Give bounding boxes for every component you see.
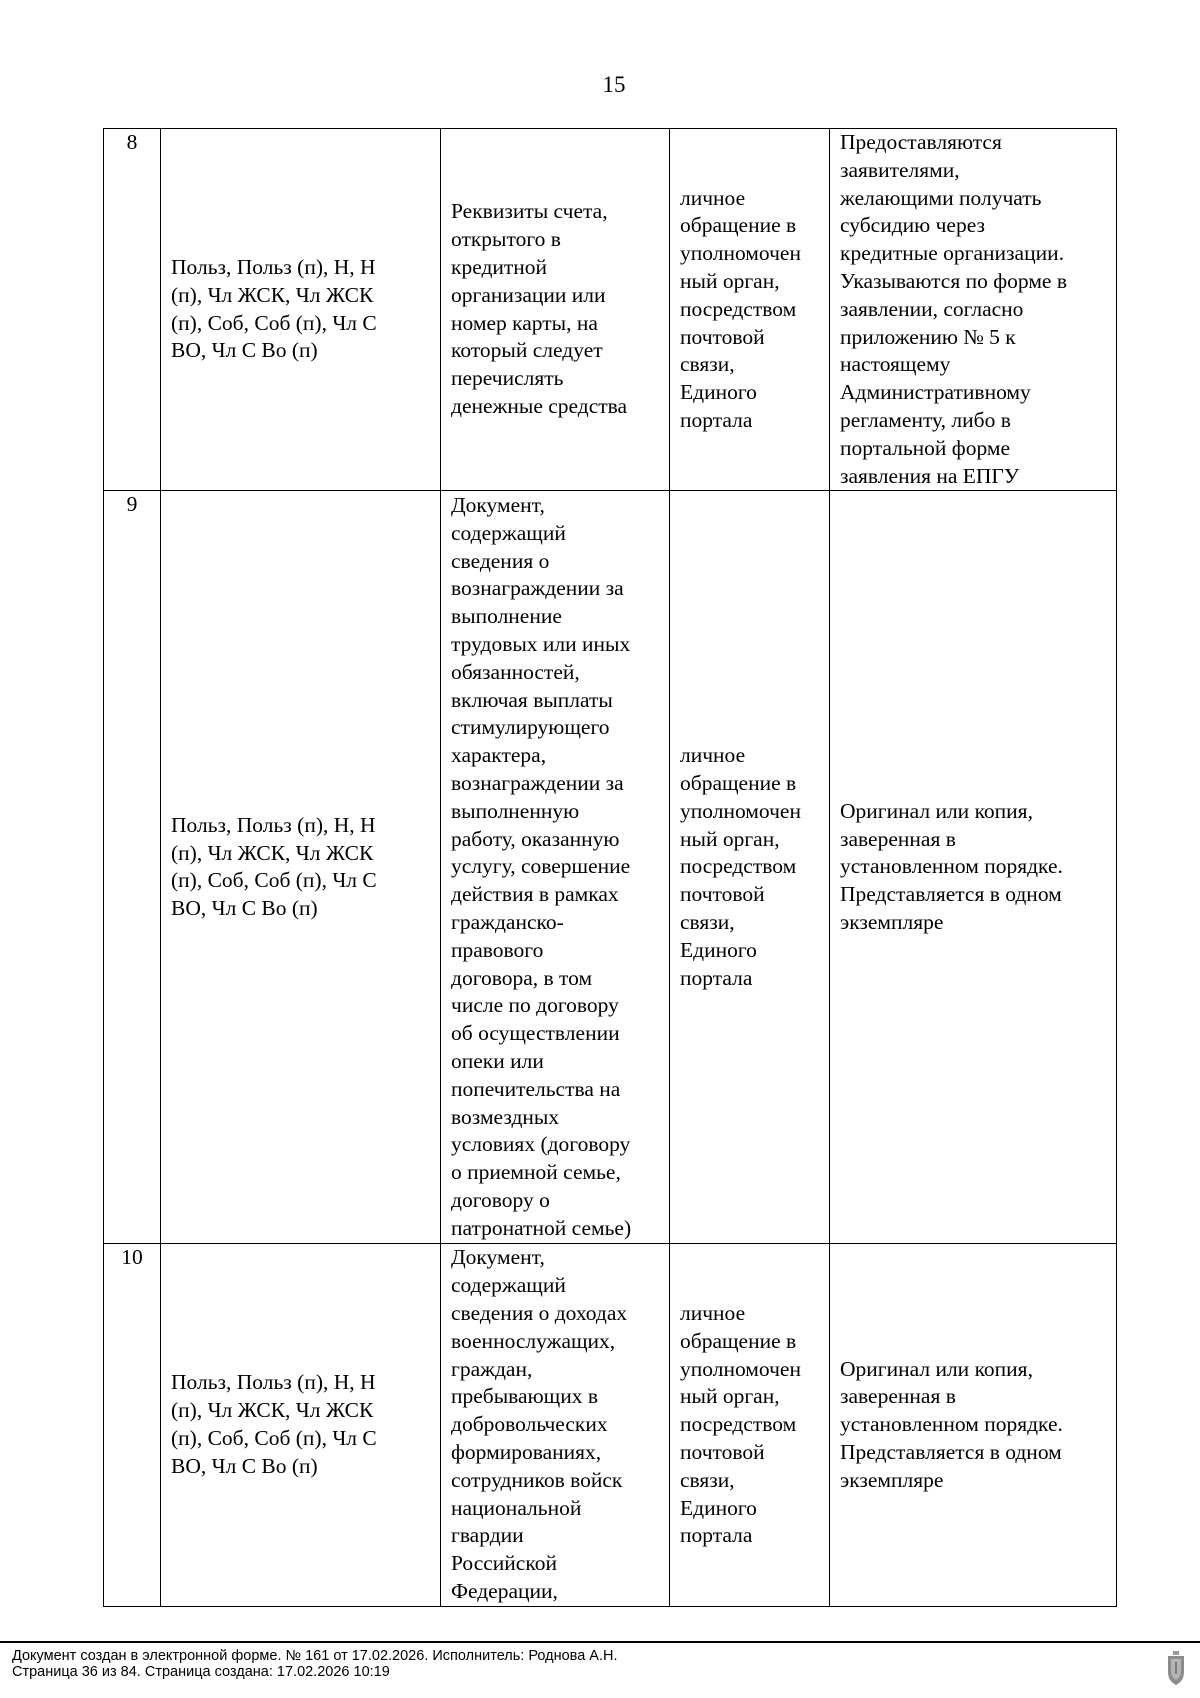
page-number: 15 bbox=[602, 72, 626, 97]
footer-page-info: Страница 36 из 84. Страница создана: 17.02.2026 10:19 bbox=[12, 1664, 390, 1680]
submission-method: личное обращение в уполномочен ный орган, посредством почтовой связи, Единого портала bbox=[670, 491, 830, 1244]
coat-of-arms-icon bbox=[1164, 1650, 1188, 1686]
table-row bbox=[104, 129, 1117, 491]
row-number: 8 bbox=[104, 129, 161, 491]
footer-document-info: Документ создан в электронной форме. № 161 от 17.02.2026. Исполнитель: Роднова А.Н. bbox=[12, 1648, 618, 1664]
footer-divider bbox=[0, 1641, 1200, 1643]
document-name: Реквизиты счета, открытого в кредитной организации или номер карты, на который следует перечислять денежные средства bbox=[441, 129, 670, 491]
document-name: Документ, содержащий сведения о вознаграждении за выполнение трудовых или иных обязанностей, включая выплаты стимулирующего характера, вознаграждении за выполненную работу, оказанную услугу, совершение действия в рамках гражданско- правового договора, в том числе по договору об осуществлении опеки или попечительства на возмездных условиях (договору о приемной семье, договору о патронатной семье) bbox=[441, 491, 670, 1244]
document-note: Оригинал или копия, заверенная в установленном порядке. Представляется в одном экземпляре bbox=[830, 1244, 1117, 1606]
document-name: Документ, содержащий сведения о доходах военнослужащих, граждан, пребывающих в добровольческих формированиях, сотрудников войск национальной гвардии Российской Федерации, bbox=[441, 1244, 670, 1606]
applicant-categories: Польз, Польз (п), Н, Н (п), Чл ЖСК, Чл ЖСК (п), Соб, Соб (п), Чл С ВО, Чл С Во (п) bbox=[161, 491, 441, 1244]
row-number: 9 bbox=[104, 491, 161, 1244]
submission-method: личное обращение в уполномочен ный орган, посредством почтовой связи, Единого портала bbox=[670, 1244, 830, 1606]
document-note: Предоставляются заявителями, желающими получать субсидию через кредитные организации. Указываются по форме в заявлении, согласно приложению № 5 к настоящему Административному регламенту, либо в портальной форме заявления на ЕПГУ bbox=[830, 129, 1117, 491]
document-note: Оригинал или копия, заверенная в установленном порядке. Представляется в одном экземпляре bbox=[830, 491, 1117, 1244]
table-row bbox=[104, 491, 1117, 1244]
table-row bbox=[104, 1244, 1117, 1606]
row-number: 10 bbox=[104, 1244, 161, 1606]
applicant-categories: Польз, Польз (п), Н, Н (п), Чл ЖСК, Чл ЖСК (п), Соб, Соб (п), Чл С ВО, Чл С Во (п) bbox=[161, 129, 441, 491]
submission-method: личное обращение в уполномочен ный орган, посредством почтовой связи, Единого портала bbox=[670, 129, 830, 491]
footer bbox=[12, 1648, 618, 1680]
documents-table bbox=[103, 128, 1117, 1607]
applicant-categories: Польз, Польз (п), Н, Н (п), Чл ЖСК, Чл ЖСК (п), Соб, Соб (п), Чл С ВО, Чл С Во (п) bbox=[161, 1244, 441, 1606]
